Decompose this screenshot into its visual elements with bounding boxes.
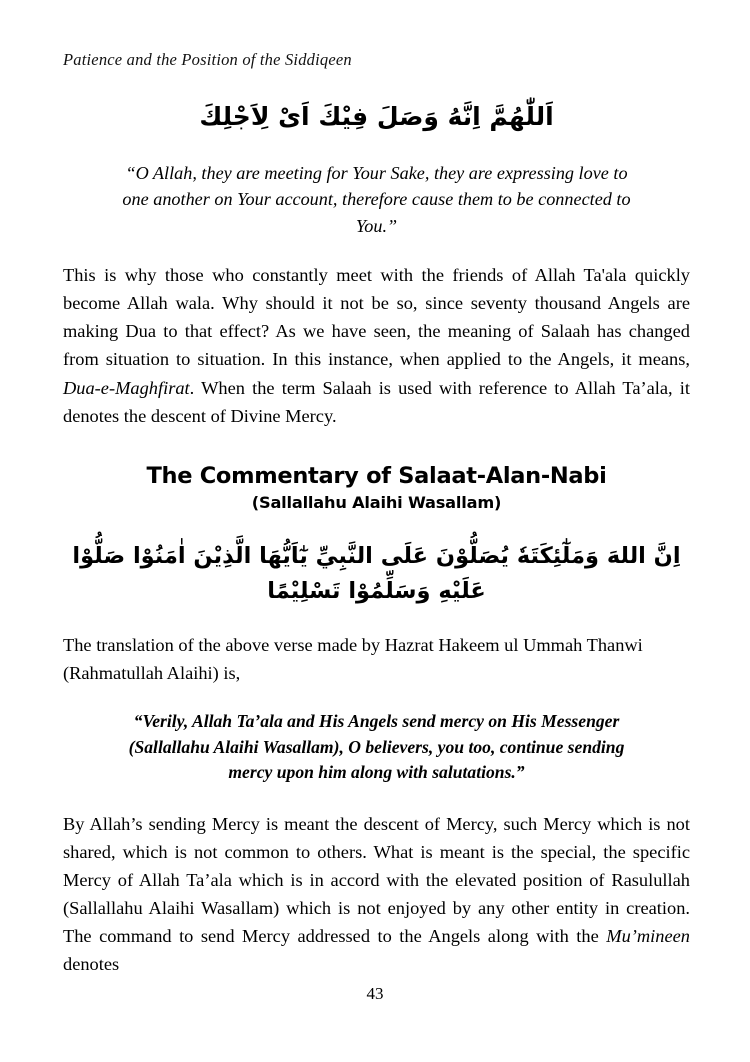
paragraph-one-text-part-1: This is why those who constantly meet with the friends of Allah Ta'ala quickly become Allah wala. Why should it not be so, since seventy thousand Angels are making Dua to that effect? As we have seen, the meaning of Salaah has changed from situation to situation. In this instance, when applied to the Angels, it means, bbox=[63, 264, 690, 370]
section-heading-main: The Commentary of Salaat-Alan-Nabi bbox=[146, 462, 607, 489]
quote-block-one bbox=[63, 160, 690, 239]
spacer bbox=[63, 609, 690, 631]
body-paragraph-one bbox=[63, 261, 690, 430]
body-paragraph-three bbox=[63, 810, 690, 979]
quote-one-line-2: one another on Your account, therefore cause them to be connected to bbox=[122, 189, 631, 210]
spacer bbox=[63, 513, 690, 539]
spacer bbox=[63, 430, 690, 463]
quote-two-line-3: mercy upon him along with salutations.” bbox=[228, 762, 525, 783]
quote-two-line-2: (Sallallahu Alaihi Wasallam), O believers, you too, continue sending bbox=[128, 736, 625, 757]
arabic-dua-line: اَللّٰهُمَّ اِنَّهُ وَصَلَ فِيْكَ اَىْ لِاَجْلِكَ bbox=[199, 102, 554, 131]
quote-one-line-1: “O Allah, they are meeting for Your Sake, they are expressing love to bbox=[125, 162, 628, 183]
body-paragraph-two: The translation of the above verse made by Hazrat Hakeem ul Ummah Thanwi (Rahmatullah Alaihi) is, bbox=[63, 634, 643, 684]
paragraph-one-text-part-2: . When the term Salaah is used with reference to Allah Ta’ala, it denotes the descent of Divine Mercy. bbox=[63, 377, 690, 426]
section-heading bbox=[63, 463, 690, 513]
paragraph-three-text-part-1: By Allah’s sending Mercy is meant the descent of Mercy, such Mercy which is not shared, which is not common to others. What is meant is the special, the specific Mercy of Allah Ta’ala which is in accord with the elevated position of Rasulullah (Sallallahu Alaihi Wasallam) which is not enjoyed by any other entity in creation. The command to send Mercy addressed to the Angels along with the bbox=[63, 813, 690, 947]
paragraph-one-italic-term: Dua-e-Maghfirat bbox=[63, 377, 190, 398]
quote-block-two bbox=[63, 709, 690, 786]
page-number: 43 bbox=[366, 984, 384, 1003]
quote-two-line-1: “Verily, Allah Ta’ala and His Angels send mercy on His Messenger bbox=[133, 711, 620, 732]
arabic-quran-verse: اِنَّ اللهَ وَمَلٰٓئِكَتَهٗ يُصَلُّوْنَ عَلَى النَّبِيِّ يٰٓاَيُّهَا الَّذِيْنَ اٰمَنُوْا صَلُّوْا عَلَيْهِ وَسَلِّمُوْا تَسْلِيْمًا bbox=[72, 543, 681, 604]
spacer bbox=[63, 786, 690, 810]
spacer bbox=[63, 239, 690, 261]
spacer bbox=[63, 144, 690, 160]
section-heading-sub: (Sallallahu Alaihi Wasallam) bbox=[251, 492, 502, 512]
running-header: Patience and the Position of the Siddiqeen bbox=[63, 50, 352, 69]
page-content bbox=[63, 96, 690, 979]
paragraph-three-text-part-2: denotes bbox=[63, 954, 120, 975]
paragraph-three-italic-term: Mu’mineen bbox=[606, 926, 690, 947]
quote-one-line-3: You.” bbox=[355, 215, 398, 236]
spacer bbox=[63, 687, 690, 709]
